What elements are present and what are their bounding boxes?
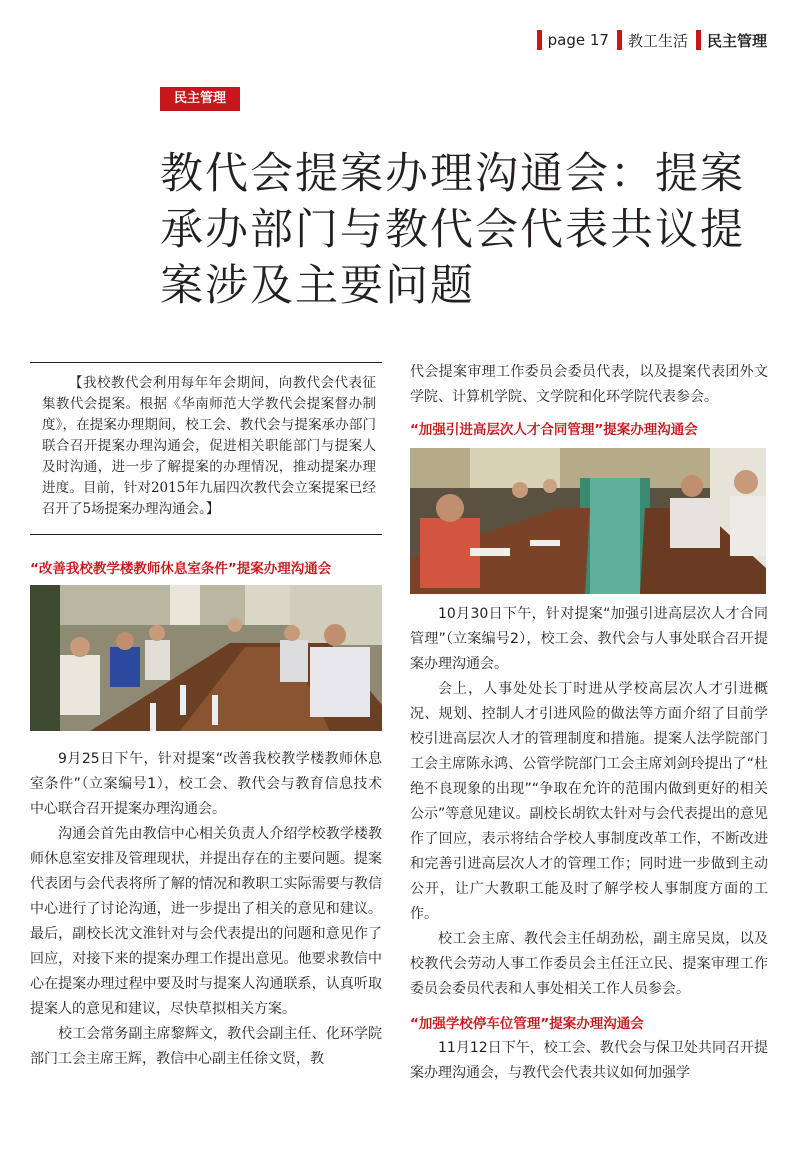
meeting-photo-1-illustration [30,585,382,731]
header-red-bar [696,30,701,50]
article-abstract: 【我校教代会利用每年年会期间，向教代会代表征集教代会提案。根据《华南师范大学教代会提案督办制度》，在提案办理期间，校工会、教代会与提案承办部门联合召开提案办理沟通会，促进相关职能部门与提案人及时沟通，进一步了解提案的办理情况，推动提案办理进度。目前，针对2015年九届四次教代会立案提案已经召开了5场提案办理沟通会。】 [30,362,382,535]
paragraph: 9月25日下午，针对提案“改善我校教学楼教师休息室条件”（立案编号1），校工会、教代会与教育信息技术中心联合召开提案办理沟通会。 [30,751,382,817]
page-number: page 17 [547,31,609,49]
meeting-photo-1 [30,585,382,731]
section-tag: 民主管理 [160,87,240,111]
paragraph: 10月30日下午，针对提案“加强引进高层次人才合同管理”（立案编号2），校工会、教代会与人事处联合召开提案办理沟通会。 [410,606,768,672]
meeting-photo-2-illustration [410,448,766,594]
paragraph: 会上，人事处处长丁时进从学校高层次人才引进概况、规划、控制人才引进风险的做法等方面介绍了目前学校引进高层次人才的管理制度和措施。提案人法学院部门工会主席陈永鸿、公管学院部门工会主席刘剑玲提出了“杜绝不良现象的出现”“争取在允许的范围内做到更好的相关公示”等意见建议。副校长胡钦太针对与会代表提出的意见作了回应，表示将结合学校人事制度改革工作，不断改进和完善引进高层次人才的管理工作；同时进一步做到主动公开，让广大教职工能及时了解学校人事制度方面的工作。 [410,681,768,922]
magazine-name: 教工生活 [627,31,688,50]
header-red-bar [537,30,542,50]
section-heading-2: “加强引进高层次人才合同管理”提案办理沟通会 [410,422,698,438]
header-red-bar [617,30,622,50]
header-section: 民主管理 [706,31,767,50]
paragraph-continued: 代会提案审理工作委员会委员代表，以及提案代表团外文学院、计算机学院、文学院和化环学院代表参会。 [410,364,768,405]
page-header [537,28,767,52]
paragraph: 校工会常务副主席黎辉文，教代会副主任、化环学院部门工会主席王辉，教信中心副主任徐文贤，教 [30,1026,382,1067]
section-heading-3: “加强学校停车位管理”提案办理沟通会 [410,1016,644,1032]
paragraph: 校工会主席、教代会主任胡劲松，副主席吴岚，以及校教代会劳动人事工作委员会主任汪立民、提案审理工作委员会委员代表和人事处相关工作人员参会。 [410,931,768,997]
paragraph: 11月12日下午，校工会、教代会与保卫处共同召开提案办理沟通会，与教代会代表共议如何加强学 [410,1040,768,1081]
paragraph: 沟通会首先由教信中心相关负责人介绍学校教学楼教师休息室安排及管理现状，并提出存在的主要问题。提案代表团与会代表将所了解的情况和教职工实际需要与教信中心进行了讨论沟通，进一步提出了相关的意见和建议。最后，副校长沈文淮针对与会代表提出的问题和意见作了回应，对接下来的提案办理工作提出意见。他要求教信中心在提案办理过程中要及时与提案人沟通联系，认真听取提案人的意见和建议，尽快草拟相关方案。 [30,826,382,1017]
article-title: 教代会提案办理沟通会：提案承办部门与教代会代表共议提案涉及主要问题 [160,149,745,311]
meeting-photo-2 [410,448,766,594]
left-column [30,362,382,1072]
right-column [410,360,768,1086]
section-heading-1: “改善我校教学楼教师休息室条件”提案办理沟通会 [30,561,332,577]
